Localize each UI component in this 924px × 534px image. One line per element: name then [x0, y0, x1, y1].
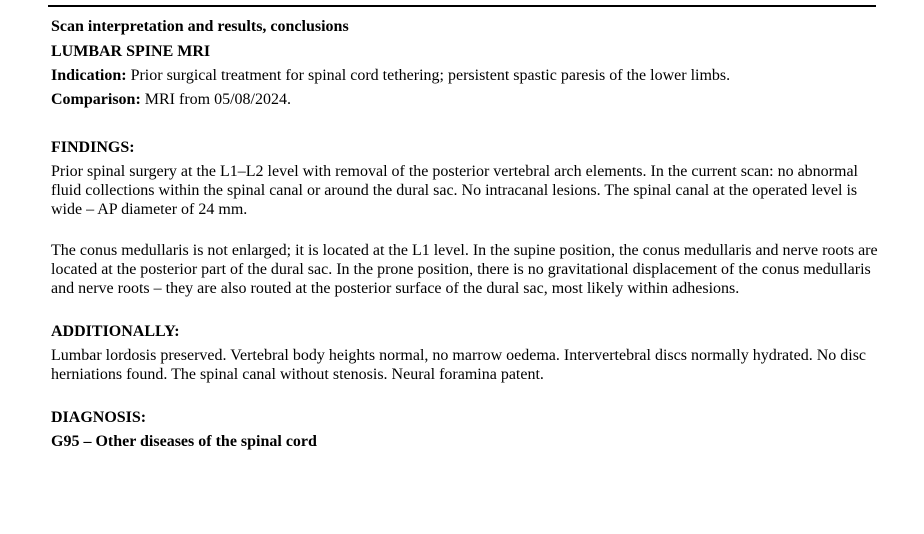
findings-paragraph-1: Prior spinal surgery at the L1–L2 level with removal of the posterior vertebral arch elements. In the current scan: no abnormal fluid collections within the spinal canal or around the dural sac. No intracanal lesions. The spinal canal at the operated level is wide – AP diameter of 24 mm.	[51, 163, 858, 218]
comparison-label: Comparison:	[51, 91, 141, 108]
findings-heading: FINDINGS:	[51, 139, 135, 156]
findings-paragraph-2: The conus medullaris is not enlarged; it is located at the L1 level. In the supine position, the conus medullaris and nerve roots are located at the posterior part of the dural sac. In the prone position, there is no gravitational displacement of the conus medullaris and nerve roots – they are also routed at the posterior surface of the dural sac, most likely within adhesions.	[51, 242, 878, 297]
indication-line	[51, 66, 881, 85]
exam-title: LUMBAR SPINE MRI	[51, 43, 211, 60]
comparison-text: MRI from 05/08/2024.	[140, 91, 291, 108]
comparison-line	[51, 90, 881, 109]
report-body	[51, 17, 881, 451]
indication-text: Prior surgical treatment for spinal cord tethering; persistent spastic paresis of the lower limbs.	[126, 67, 731, 84]
additionally-paragraph: Lumbar lordosis preserved. Vertebral body heights normal, no marrow oedema. Intervertebral discs normally hydrated. No disc herniations found. The spinal canal without stenosis. Neural foramina patent.	[51, 347, 867, 383]
indication-label: Indication:	[51, 67, 127, 84]
diagnosis-heading: DIAGNOSIS:	[51, 409, 147, 426]
additionally-heading: ADDITIONALLY:	[51, 323, 180, 340]
section-title: Scan interpretation and results, conclusions	[51, 18, 349, 35]
top-divider	[48, 5, 876, 7]
diagnosis-code: G95 – Other diseases of the spinal cord	[51, 433, 317, 450]
